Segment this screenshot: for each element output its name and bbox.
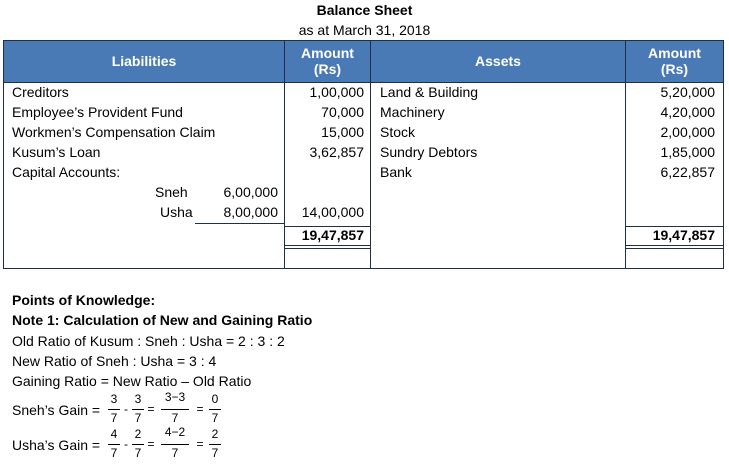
- table-border-left: [3, 40, 4, 269]
- fraction-bar: [161, 409, 189, 410]
- liability-label: Capital Accounts:: [12, 164, 121, 180]
- asset-label: Machinery: [380, 104, 445, 120]
- page-subtitle: as at March 31, 2018: [298, 22, 431, 38]
- equals-sign: =: [196, 437, 204, 451]
- asset-amount: 4,20,000: [660, 104, 715, 120]
- fraction-numerator: 3: [110, 392, 118, 406]
- fraction-numerator: 2: [134, 427, 142, 441]
- liabilities-total: 19,47,857: [301, 227, 364, 243]
- table-divider: [370, 40, 371, 269]
- sneh-gain-label: Sneh’s Gain =: [12, 402, 101, 418]
- table-border-right: [723, 40, 724, 269]
- amount-header-line2: (Rs): [313, 61, 342, 77]
- capital-total-amount: 14,00,000: [301, 204, 364, 220]
- liabilities-header: Liabilities: [4, 40, 284, 82]
- capital-partner-amount: 6,00,000: [223, 184, 278, 200]
- total-rule: [285, 245, 370, 246]
- fraction-numerator: 3: [134, 392, 142, 406]
- fraction-numerator: 0: [211, 392, 219, 406]
- fraction-denominator: 7: [171, 446, 179, 460]
- header-bottom-line: [3, 82, 724, 83]
- gaining-ratio-line: Gaining Ratio = New Ratio – Old Ratio: [12, 373, 252, 389]
- note1-heading: Note 1: Calculation of New and Gaining Ratio: [12, 312, 313, 328]
- asset-label: Stock: [380, 124, 416, 140]
- fraction-denominator: 7: [110, 411, 118, 425]
- liability-amount: 15,000: [321, 124, 364, 140]
- fraction-numerator: 4: [110, 427, 118, 441]
- capital-partner-name: Usha: [160, 204, 193, 220]
- table-divider: [625, 40, 626, 269]
- asset-label: Sundry Debtors: [380, 144, 478, 160]
- notes-heading: Points of Knowledge:: [12, 292, 156, 308]
- asset-label: Bank: [380, 164, 412, 180]
- new-ratio-line: New Ratio of Sneh : Usha = 3 : 4: [12, 353, 217, 369]
- liability-amount: 70,000: [321, 104, 364, 120]
- fraction-denominator: 7: [110, 446, 118, 460]
- total-rule: [285, 248, 370, 249]
- fraction-numerator: 4−2: [164, 425, 186, 439]
- liability-amount: 3,62,857: [309, 144, 364, 160]
- asset-label: Land & Building: [380, 84, 479, 100]
- capital-partner-name: Sneh: [155, 184, 188, 200]
- fraction-denominator: 7: [134, 446, 142, 460]
- page-title: Balance Sheet: [316, 2, 413, 18]
- amount-header-line2: (Rs): [660, 61, 689, 77]
- total-rule: [626, 245, 723, 246]
- assets-header: Assets: [371, 40, 625, 82]
- fraction-bar: [209, 444, 221, 445]
- table-divider: [284, 40, 285, 269]
- fraction-numerator: 2: [211, 427, 219, 441]
- fraction-denominator: 7: [211, 446, 219, 460]
- equals-sign: =: [196, 402, 204, 416]
- assets-amount-header: [626, 40, 723, 82]
- old-ratio-line: Old Ratio of Kusum : Sneh : Usha = 2 : 3 : 2: [12, 333, 285, 349]
- equals-sign: =: [147, 402, 155, 416]
- usha-gain-label: Usha’s Gain =: [12, 437, 101, 453]
- asset-amount: 1,85,000: [660, 144, 715, 160]
- minus-sign: -: [124, 437, 128, 451]
- equals-sign: =: [147, 437, 155, 451]
- total-rule: [626, 248, 723, 249]
- fraction-bar: [209, 409, 221, 410]
- table-border-top: [3, 40, 724, 41]
- capital-partner-amount: 8,00,000: [223, 204, 278, 220]
- minus-sign: -: [124, 402, 128, 416]
- asset-amount: 5,20,000: [660, 84, 715, 100]
- fraction-bar: [161, 444, 189, 445]
- amount-header-line1: Amount: [301, 45, 354, 61]
- capital-subtotal-rule: [195, 223, 284, 224]
- liabilities-amount-header: [285, 40, 370, 82]
- liability-amount: 1,00,000: [309, 84, 364, 100]
- fraction-denominator: 7: [171, 411, 179, 425]
- liability-label: Workmen’s Compensation Claim: [12, 124, 216, 140]
- fraction-denominator: 7: [134, 411, 142, 425]
- fraction-denominator: 7: [211, 411, 219, 425]
- asset-amount: 2,00,000: [660, 124, 715, 140]
- fraction-numerator: 3−3: [164, 390, 186, 404]
- liability-label: Creditors: [12, 84, 69, 100]
- liability-label: Employee’s Provident Fund: [12, 104, 183, 120]
- liability-label: Kusum’s Loan: [12, 144, 101, 160]
- asset-amount: 6,22,857: [660, 164, 715, 180]
- amount-header-line1: Amount: [648, 45, 701, 61]
- assets-total: 19,47,857: [652, 227, 715, 243]
- table-border-bottom: [3, 268, 724, 269]
